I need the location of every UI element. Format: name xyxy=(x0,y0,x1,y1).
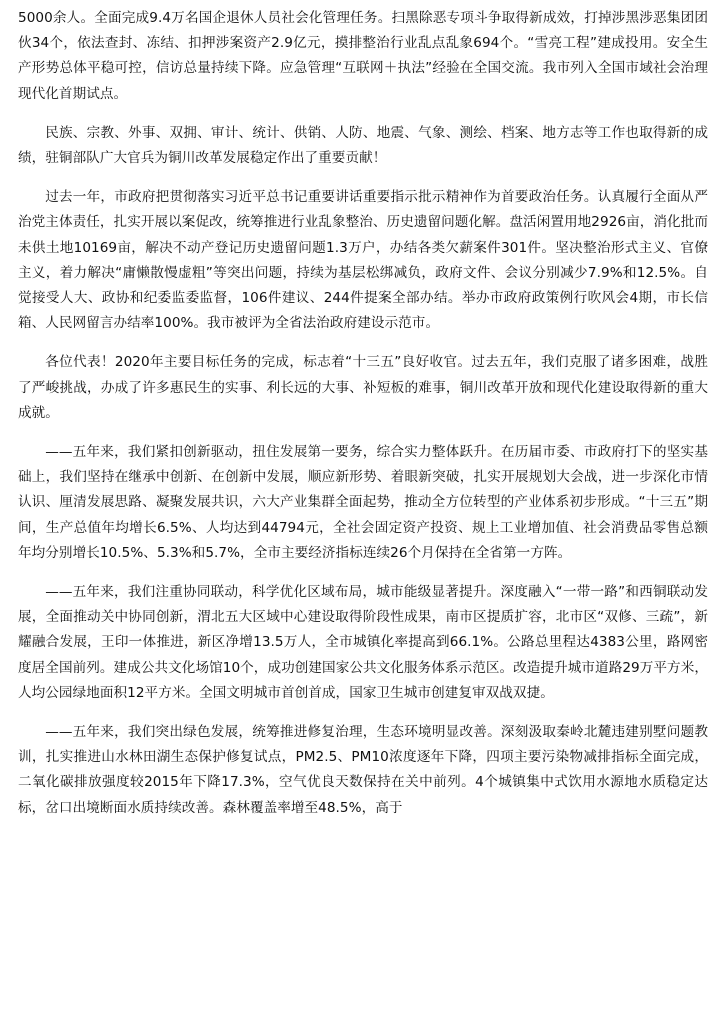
paragraph-7: ——五年来，我们突出绿色发展，统筹推进修复治理，生态环境明显改善。深刻汲取秦岭北麓违建别墅问题教训，扎实推进山水林田湖生态保护修复试点，PM2.5、PM10浓度逐年下降，四项主要污染物减排指标全面完成，二氧化碳排放强度较2015年下降17.3%，空气优良天数保持在关中前列。4个城镇集中式饮用水源地水质稳定达标，岔口出境断面水质持续改善。森林覆盖率增至48.5%，高于 xyxy=(18,724,708,816)
paragraph-2: 民族、宗教、外事、双拥、审计、统计、供销、人防、地震、气象、测绘、档案、地方志等工作也取得新的成绩，驻铜部队广大官兵为铜川改革发展稳定作出了重要贡献！ xyxy=(18,124,708,167)
paragraph-6: ——五年来，我们注重协同联动，科学优化区域布局，城市能级显著提升。深度融入“一带一路”和西铜联动发展，全面推动关中协同创新，渭北五大区域中心建设取得阶段性成果，南市区提质扩容，北市区“双修、三疏”，新耀融合发展，王印一体推进，新区净增13.5万人，全市城镇化率提高到66.1%。公路总里程达4383公里，路网密度居全国前列。建成公共文化场馆10个，成功创建国家公共文化服务体系示范区。改造提升城市道路29万平方米，人均公园绿地面积12平方米。全国文明城市首创首成，国家卫生城市创建复审双战双捷。 xyxy=(18,584,708,701)
paragraph-1: 5000余人。全面完成9.4万名国企退休人员社会化管理任务。扫黑除恶专项斗争取得新成效，打掉涉黑涉恶集团团伙34个，依法查封、冻结、扣押涉案资产2.9亿元，摸排整治行业乱点乱象694个。“雪亮工程”建成投用。安全生产形势总体平稳可控，信访总量持续下降。应急管理“互联网＋执法”经验在全国交流。我市列入全国市域社会治理现代化首期试点。 xyxy=(18,10,708,102)
paragraph-5: ——五年来，我们紧扣创新驱动，扭住发展第一要务，综合实力整体跃升。在历届市委、市政府打下的坚实基础上，我们坚持在继承中创新、在创新中发展，顺应新形势、着眼新突破，扎实开展规划大会战，进一步深化市情认识、厘清发展思路、凝聚发展共识，六大产业集群全面起势，推动全方位转型的产业体系初步形成。“十三五”期间，生产总值年均增长6.5%、人均达到44794元，全社会固定资产投资、规上工业增加值、社会消费品零售总额年均分别增长10.5%、5.3%和5.7%，全市主要经济指标连续26个月保持在全省第一方阵。 xyxy=(18,444,708,561)
paragraph-4: 各位代表！2020年主要目标任务的完成，标志着“十三五”良好收官。过去五年，我们克服了诸多困难，战胜了严峻挑战，办成了许多惠民生的实事、利长远的大事、补短板的难事，铜川改革开放和现代化建设取得新的重大成就。 xyxy=(18,354,708,421)
document-page xyxy=(18,6,708,835)
paragraph-3: 过去一年，市政府把贯彻落实习近平总书记重要讲话重要指示批示精神作为首要政治任务。认真履行全面从严治党主体责任，扎实开展以案促改，统筹推进行业乱象整治、历史遗留问题化解。盘活闲置用地2926亩，消化批而未供土地10169亩，解决不动产登记历史遗留问题1.3万户，办结各类欠薪案件301件。坚决整治形式主义、官僚主义，着力解决“庸懒散慢虚粗”等突出问题，持续为基层松绑减负，政府文件、会议分别减少7.9%和12.5%。自觉接受人大、政协和纪委监委监督，106件建议、244件提案全部办结。举办市政府政策例行吹风会4期，市长信箱、人民网留言办结率100%。我市被评为全省法治政府建设示范市。 xyxy=(18,189,708,332)
